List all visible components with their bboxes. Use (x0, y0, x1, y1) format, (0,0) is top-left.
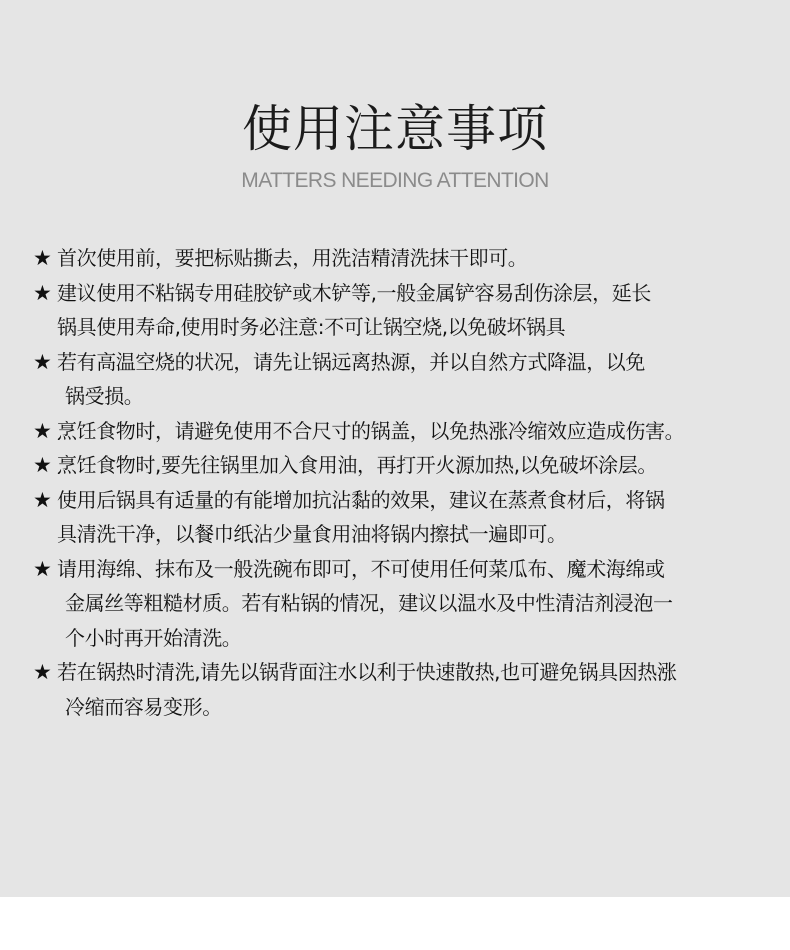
note-line: 请用海绵、抹布及一般洗碗布即可，不可使用任何菜瓜布、魔术海绵或 (57, 556, 665, 581)
star-icon: ★ (33, 660, 52, 684)
note-line: 首次使用前，要把标贴撕去，用洗洁精清洗抹干即可。 (57, 246, 528, 270)
list-item (33, 483, 773, 552)
note-line: 锅具使用寿命,使用时务必注意:不可让锅空烧,以免破坏锅具 (57, 315, 566, 339)
list-item (33, 552, 773, 656)
star-icon: ★ (33, 246, 52, 270)
note-line: 建议使用不粘锅专用硅胶铲或木铲等,一般金属铲容易刮伤涂层，延长 (57, 280, 651, 305)
note-line: 使用后锅具有适量的有能增加抗沾黏的效果，建议在蒸煮食材后，将锅 (57, 487, 665, 512)
notes-list (33, 241, 773, 724)
note-line: 金属丝等粗糙材质。若有粘锅的情况，建议以温水及中性清洁剂浸泡一 (65, 591, 673, 615)
list-item (33, 414, 773, 449)
note-line: 具清洗干净，以餐巾纸沾少量食用油将锅内擦拭一遍即可。 (57, 522, 567, 546)
note-line: 若在锅热时清洗,请先以锅背面注水以利于快速散热,也可避免锅具因热涨 (57, 660, 677, 684)
note-line: 锅受损。 (65, 384, 144, 408)
note-line: 烹饪食物时,要先往锅里加入食用油，再打开火源加热,以免破坏涂层。 (57, 453, 657, 477)
list-item (33, 345, 773, 414)
note-line: 若有高温空烧的状况，请先让锅远离热源，并以自然方式降温，以免 (57, 349, 645, 374)
list-item (33, 276, 773, 345)
star-icon: ★ (33, 418, 52, 443)
star-icon: ★ (33, 453, 52, 477)
note-line: 冷缩而容易变形。 (65, 694, 222, 719)
star-icon: ★ (33, 487, 52, 512)
note-line: 个小时再开始清洗。 (65, 625, 242, 650)
star-icon: ★ (33, 280, 52, 305)
page-title: 使用注意事项 (242, 100, 548, 158)
star-icon: ★ (33, 349, 52, 374)
list-item (33, 655, 773, 724)
list-item (33, 448, 773, 483)
page-subtitle: MATTERS NEEDING ATTENTION (241, 169, 549, 192)
list-item (33, 241, 773, 276)
note-line: 烹饪食物时，请避免使用不合尺寸的锅盖，以免热涨冷缩效应造成伤害。 (57, 418, 685, 443)
star-icon: ★ (33, 556, 52, 581)
